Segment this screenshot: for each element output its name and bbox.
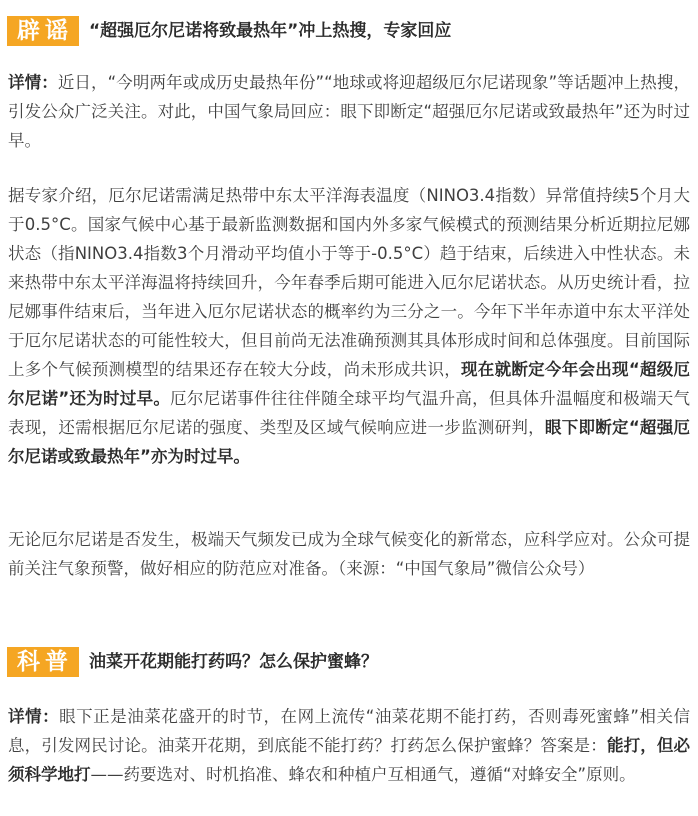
section-heading-science [7,647,378,677]
expert-bold-1: 现在就断定今年会出现“超级厄尔尼诺”还为时过早。 [8,360,690,408]
paragraph-expert [8,181,690,471]
paragraph-advice [8,525,690,583]
advice-text: 无论厄尔尼诺是否发生，极端天气频发已成为全球气候变化的新常态，应科学应对。公众可提前关注气象预警，做好相应的防范应对准备。（来源：“中国气象局”微信公众号） [8,530,690,578]
details-text: 近日，“今明两年或成历史最热年份”“地球或将迎超级厄尔尼诺现象”等话题冲上热搜，引发公众广泛关注。对此，中国气象局回应：眼下即断定“超强厄尔尼诺或致最热年”还为时过早。 [8,73,691,150]
section-title: 油菜开花期能打药吗？怎么保护蜜蜂？ [89,652,378,672]
answer-bold: 能打，但必须科学地打 [8,736,691,784]
expert-text-2: 厄尔尼诺事件往往伴随全球平均气温升高，但具体升温幅度和极端天气表现，还需根据厄尔尼诺的强度、类型及区域气候响应进一步监测研判， [8,389,690,437]
expert-text: 据专家介绍，厄尔尼诺需满足热带中东太平洋海表温度（NINO3.4指数）异常值持续5个月大于0.5°C。国家气候中心基于最新监测数据和国内外多家气候模式的预测结果分析近期拉尼娜状态（指NINO3.4指数3个月滑动平均值小于等于-0.5°C）趋于结束，后续进入中性状态。未来热带中东太平洋海温将持续回升，今年春季后期可能进入厄尔尼诺状态。从历史统计看，拉尼娜事件结束后，当年进入厄尔尼诺状态的概率约为三分之一。今年下半年赤道中东太平洋处于厄尔尼诺状态的可能性较大，但目前尚无法准确预测其具体形成时间和总体强度。目前国际上多个气候预测模型的结果还存在较大分歧，尚未形成共识， [8,186,690,379]
section-heading-debunk [7,16,451,46]
details-text: 眼下正是油菜花盛开的时节，在网上流传“油菜花期不能打药，否则毒死蜜蜂”相关信息，引发网民讨论。油菜开花期，到底能不能打药？打药怎么保护蜜蜂？答案是： [8,707,690,755]
details-label: 详情： [8,707,60,726]
tag-debunk: 辟谣 [7,16,79,46]
details-label: 详情： [8,73,58,92]
paragraph-details-2 [8,702,690,789]
paragraph-details [8,68,690,155]
answer-text: ——药要选对、时机掐准、蜂农和种植户互相通气，遵循“对蜂安全”原则。 [90,765,636,784]
tag-science: 科普 [7,647,79,677]
section-title: “超强厄尔尼诺将致最热年”冲上热搜，专家回应 [89,21,452,41]
expert-bold-2: 眼下即断定“超强厄尔尼诺或致最热年”亦为时过早。 [8,418,690,466]
